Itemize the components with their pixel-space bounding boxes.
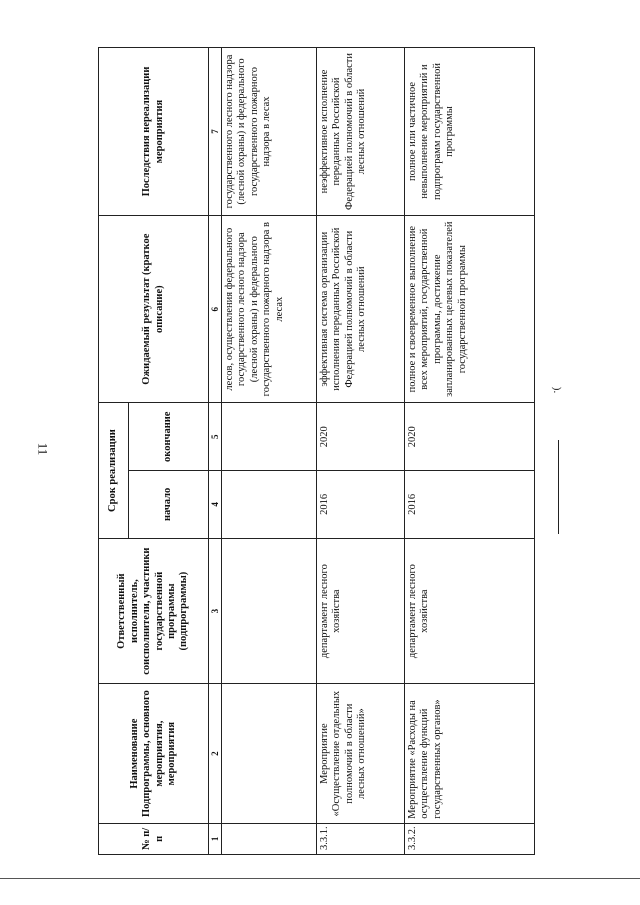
header-start: начало bbox=[129, 471, 209, 539]
column-number: 3 bbox=[209, 538, 222, 684]
header-end: окончание bbox=[129, 403, 209, 471]
header-name: Наименование Подпрограммы, основного мероприятия, мероприятия bbox=[99, 684, 209, 823]
signature-line bbox=[558, 440, 559, 534]
row-responsible: департамент лесного хозяйства bbox=[405, 538, 535, 684]
row-consequences: неэффективное исполнение переданных Российской Федерацией полномочий в области лесных отношений bbox=[317, 48, 405, 216]
column-number: 4 bbox=[209, 471, 222, 539]
row-end: 2020 bbox=[405, 403, 535, 471]
program-measures-table bbox=[98, 47, 535, 855]
continuation-result: лесов, осуществления федерального государственного лесного надзора (лесной охраны) и федерального государственного пожарного надзора в лесах bbox=[222, 215, 317, 402]
column-number: 5 bbox=[209, 403, 222, 471]
column-number: 6 bbox=[209, 215, 222, 402]
row-num: 3.3.1. bbox=[317, 823, 405, 854]
header-responsible: Ответственный исполнитель, соисполнители, участники государственной программы (подпрограммы) bbox=[99, 538, 209, 684]
row-name: Мероприятие «Осуществление отдельных полномочий в области лесных отношений» bbox=[317, 684, 405, 823]
row-name: Мероприятие «Расходы на осуществление функций государственных органов» bbox=[405, 684, 535, 823]
column-number: 7 bbox=[209, 48, 222, 216]
table-row bbox=[317, 48, 405, 855]
header-period: Срок реализации bbox=[99, 403, 129, 538]
row-end: 2020 bbox=[317, 403, 405, 471]
header-num: № п/п bbox=[99, 823, 209, 854]
table-row bbox=[405, 48, 535, 855]
header-result: Ожидаемый результат (краткое описание) bbox=[99, 215, 209, 402]
rotated-table-container bbox=[98, 47, 535, 855]
closing-mark: ). bbox=[551, 386, 564, 394]
continuation-row bbox=[222, 48, 317, 855]
header-consequences: Последствия нереализации мероприятия bbox=[99, 48, 209, 216]
row-num: 3.3.2. bbox=[405, 823, 535, 854]
column-number: 1 bbox=[209, 823, 222, 854]
page-bottom-border bbox=[0, 878, 640, 879]
row-result: эффективная система организации исполнения переданных Российской Федерацией полномочий в области лесных отношений bbox=[317, 215, 405, 402]
page-number: 11 bbox=[35, 442, 51, 456]
row-result: полное и своевременное выполнение всех мероприятий, государственной программы, достижение запланированных целевых показателей государственной программы bbox=[405, 215, 535, 402]
row-start: 2016 bbox=[405, 471, 535, 539]
row-responsible: департамент лесного хозяйства bbox=[317, 538, 405, 684]
row-start: 2016 bbox=[317, 471, 405, 539]
row-consequences: полное или частичное невыполнение мероприятий и подпрограмм государственной программы bbox=[405, 48, 535, 216]
column-number: 2 bbox=[209, 684, 222, 823]
continuation-consequences: государственного лесного надзора (лесной охраны) и федерального государственного пожарного надзора в лесах bbox=[222, 48, 317, 216]
